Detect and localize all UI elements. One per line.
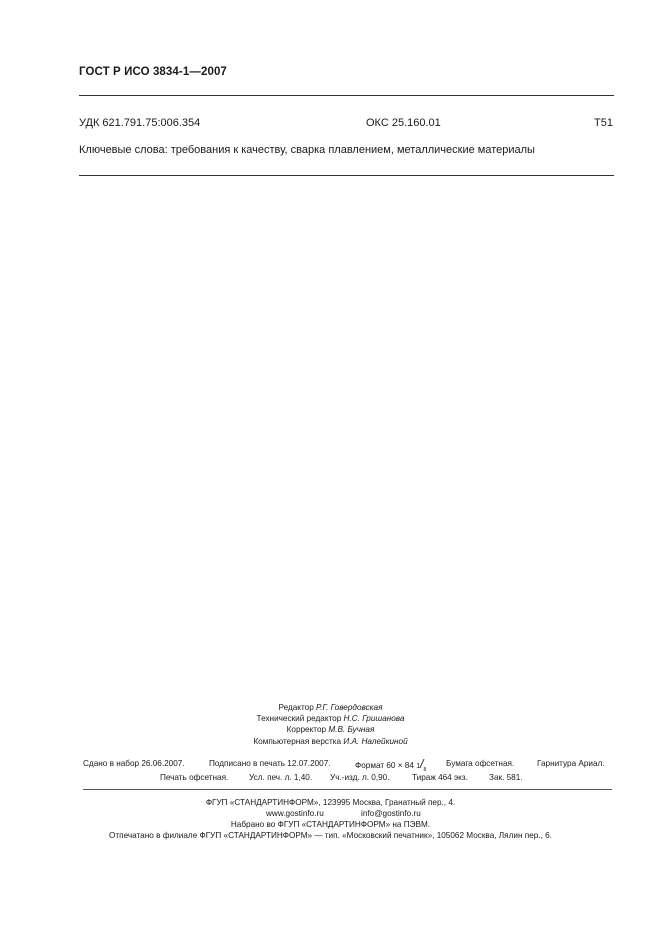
- footer-rule: [83, 789, 612, 790]
- credit-corrector-label: Корректор: [286, 725, 327, 734]
- publisher-email: info@gostinfo.ru: [361, 809, 421, 818]
- print-signed: Подписано в печать 12.07.2007.: [209, 759, 331, 768]
- print-format-label: Формат 60 × 84: [355, 761, 414, 770]
- keywords-rule: [79, 175, 614, 176]
- credit-editor-name: Р.Г. Говердовская: [316, 703, 383, 712]
- frac-den: 8: [423, 767, 427, 773]
- document-id: ГОСТ Р ИСО 3834-1—2007: [79, 66, 227, 78]
- credit-tech-editor-label: Технический редактор: [256, 714, 342, 723]
- classification-code: Т51: [594, 117, 613, 129]
- frac-slash: /: [420, 757, 424, 771]
- publisher-printed: Отпечатано в филиале ФГУП «СТАНДАРТИНФОРМ» — тип. «Московский печатник», 105062 Москва, Лялин пер., 6.: [109, 831, 552, 840]
- print-font: Гарнитура Ариал.: [537, 759, 605, 768]
- credit-layout-label: Компьютерная верстка: [253, 737, 342, 746]
- print-format: [355, 757, 426, 771]
- print-printing: Печать офсетная.: [160, 773, 229, 782]
- frac-num: 1: [416, 763, 421, 770]
- publisher-typeset: Набрано во ФГУП «СТАНДАРТИНФОРМ» на ПЭВМ.: [230, 820, 431, 829]
- header-rule: [79, 95, 614, 96]
- credit-corrector: [0, 725, 661, 734]
- credit-layout-name: И.А. Налейкиной: [343, 737, 408, 746]
- publisher-address: ФГУП «СТАНДАРТИНФОРМ», 123995 Москва, Гранатный пер., 4.: [205, 798, 456, 807]
- print-typeset: Сдано в набор 26.06.2007.: [83, 759, 185, 768]
- credit-layout: [0, 737, 661, 746]
- print-paper: Бумага офсетная.: [446, 759, 515, 768]
- credit-editor-label: Редактор: [278, 703, 314, 712]
- credit-tech-editor-name: Н.С. Гришанова: [343, 714, 405, 723]
- print-sheets: Усл. печ. л. 1,40.: [249, 773, 313, 782]
- credit-tech-editor: [0, 714, 661, 723]
- oks-code: ОКС 25.160.01: [366, 117, 441, 129]
- print-order: Зак. 581.: [489, 773, 523, 782]
- print-edition-sheets: Уч.-изд. л. 0,90.: [330, 773, 390, 782]
- print-format-fraction: [416, 757, 426, 771]
- credit-editor: [0, 703, 661, 712]
- credit-corrector-name: М.В. Бучная: [328, 725, 375, 734]
- print-run: Тираж 464 экз.: [412, 773, 468, 782]
- publisher-site: www.gostinfo.ru: [266, 809, 324, 818]
- keywords: Ключевые слова: требования к качеству, сварка плавлением, металлические материалы: [79, 144, 535, 156]
- udk-code: УДК 621.791.75:006.354: [79, 117, 201, 129]
